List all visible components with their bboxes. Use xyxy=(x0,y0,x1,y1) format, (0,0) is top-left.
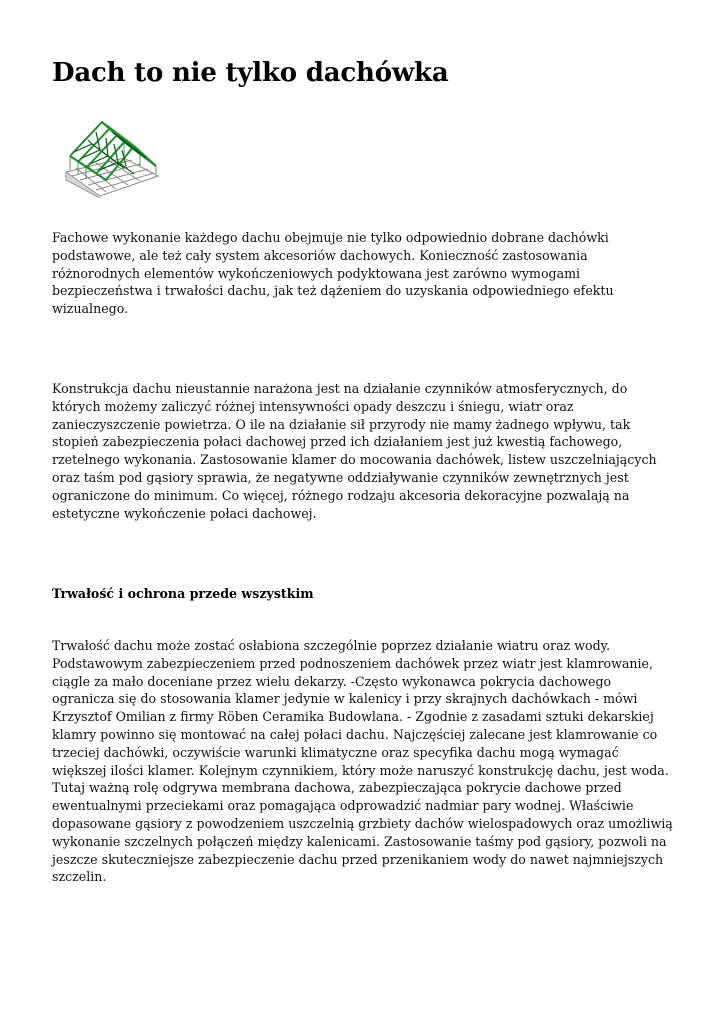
roof-truss-illustration-icon xyxy=(62,114,162,198)
intro-paragraph: Fachowe wykonanie każdego dachu obejmuje nie tylko odpowiednio dobrane dachówki podstawowe, ale też cały system akcesoriów dachowych. Konieczność zastosowania różnorodnych elementów wykończeniowych podyktowana jest zarówno wymogami bezpieczeństwa i trwałości dachu, jak też dążeniem do uzyskania odpowiedniego efektu wizualnego. xyxy=(52,230,614,317)
durability-paragraph: Trwałość dachu może zostać osłabiona szczególnie poprzez działanie wiatru oraz wody. Podstawowym zabezpieczeniem przed podnoszeniem dachówek przez wiatr jest klamrowanie, ciągle za mało doceniane przez wielu dekarzy. -Często wykonawca pokrycia dachowego ogranicza się do stosowania klamer jedynie w kalenicy i przy skrajnych dachówkach - mówi Krzysztof Omilian z firmy Röben Ceramika Budowlana. - Zgodnie z zasadami sztuki dekarskiej klamry powinno się montować na całej połaci dachu. Najczęściej zalecane jest klamrowanie co trzeciej dachówki, oczywiście warunki klimatyczne oraz specyfika dachu mogą wymagać większej ilości klamer. Kolejnym czynnikiem, który może naruszyć konstrukcję dachu, jest woda. Tutaj ważną rolę odgrywa membrana dachowa, zabezpieczająca pokrycie dachowe przed ewentualnymi przeciekami oraz pomagająca odprowadzić nadmiar pary wodnej. Właściwie dopasowane gąsiory z powodzeniem uszczelnią grzbiety dachów wielospadowych oraz umożliwią wykonanie szczelnych połączeń między kalenicami. Zastosowanie taśmy pod gąsiory, pozwoli na jeszcze skuteczniejsze zabezpieczenie dachu przed przenikaniem wody do nawet najmniejszych szczelin. xyxy=(52,638,673,885)
construction-paragraph: Konstrukcja dachu nieustannie narażona jest na działanie czynników atmosferycznych, do których możemy zaliczyć różnej intensywności opady deszczu i śniegu, wiatr oraz zanieczyszczenie powietrza. O ile na działanie sił przyrody nie mamy żadnego wpływu, tak stopień zabezpieczenia połaci dachowej przed ich działaniem jest już kwestią fachowego, rzetelnego wykonania. Zastosowanie klamer do mocowania dachówek, listew uszczelniających oraz taśm pod gąsiory sprawia, że negatywne oddziaływanie czynników zewnętrznych jest ograniczone do minimum. Co więcej, różnego rodzaju akcesoria dekoracyjne pozwalają na estetyczne wykończenie połaci dachowej. xyxy=(52,381,657,521)
section-heading: Trwałość i ochrona przede wszystkim xyxy=(52,586,314,601)
page-title: Dach to nie tylko dachówka xyxy=(52,58,449,88)
